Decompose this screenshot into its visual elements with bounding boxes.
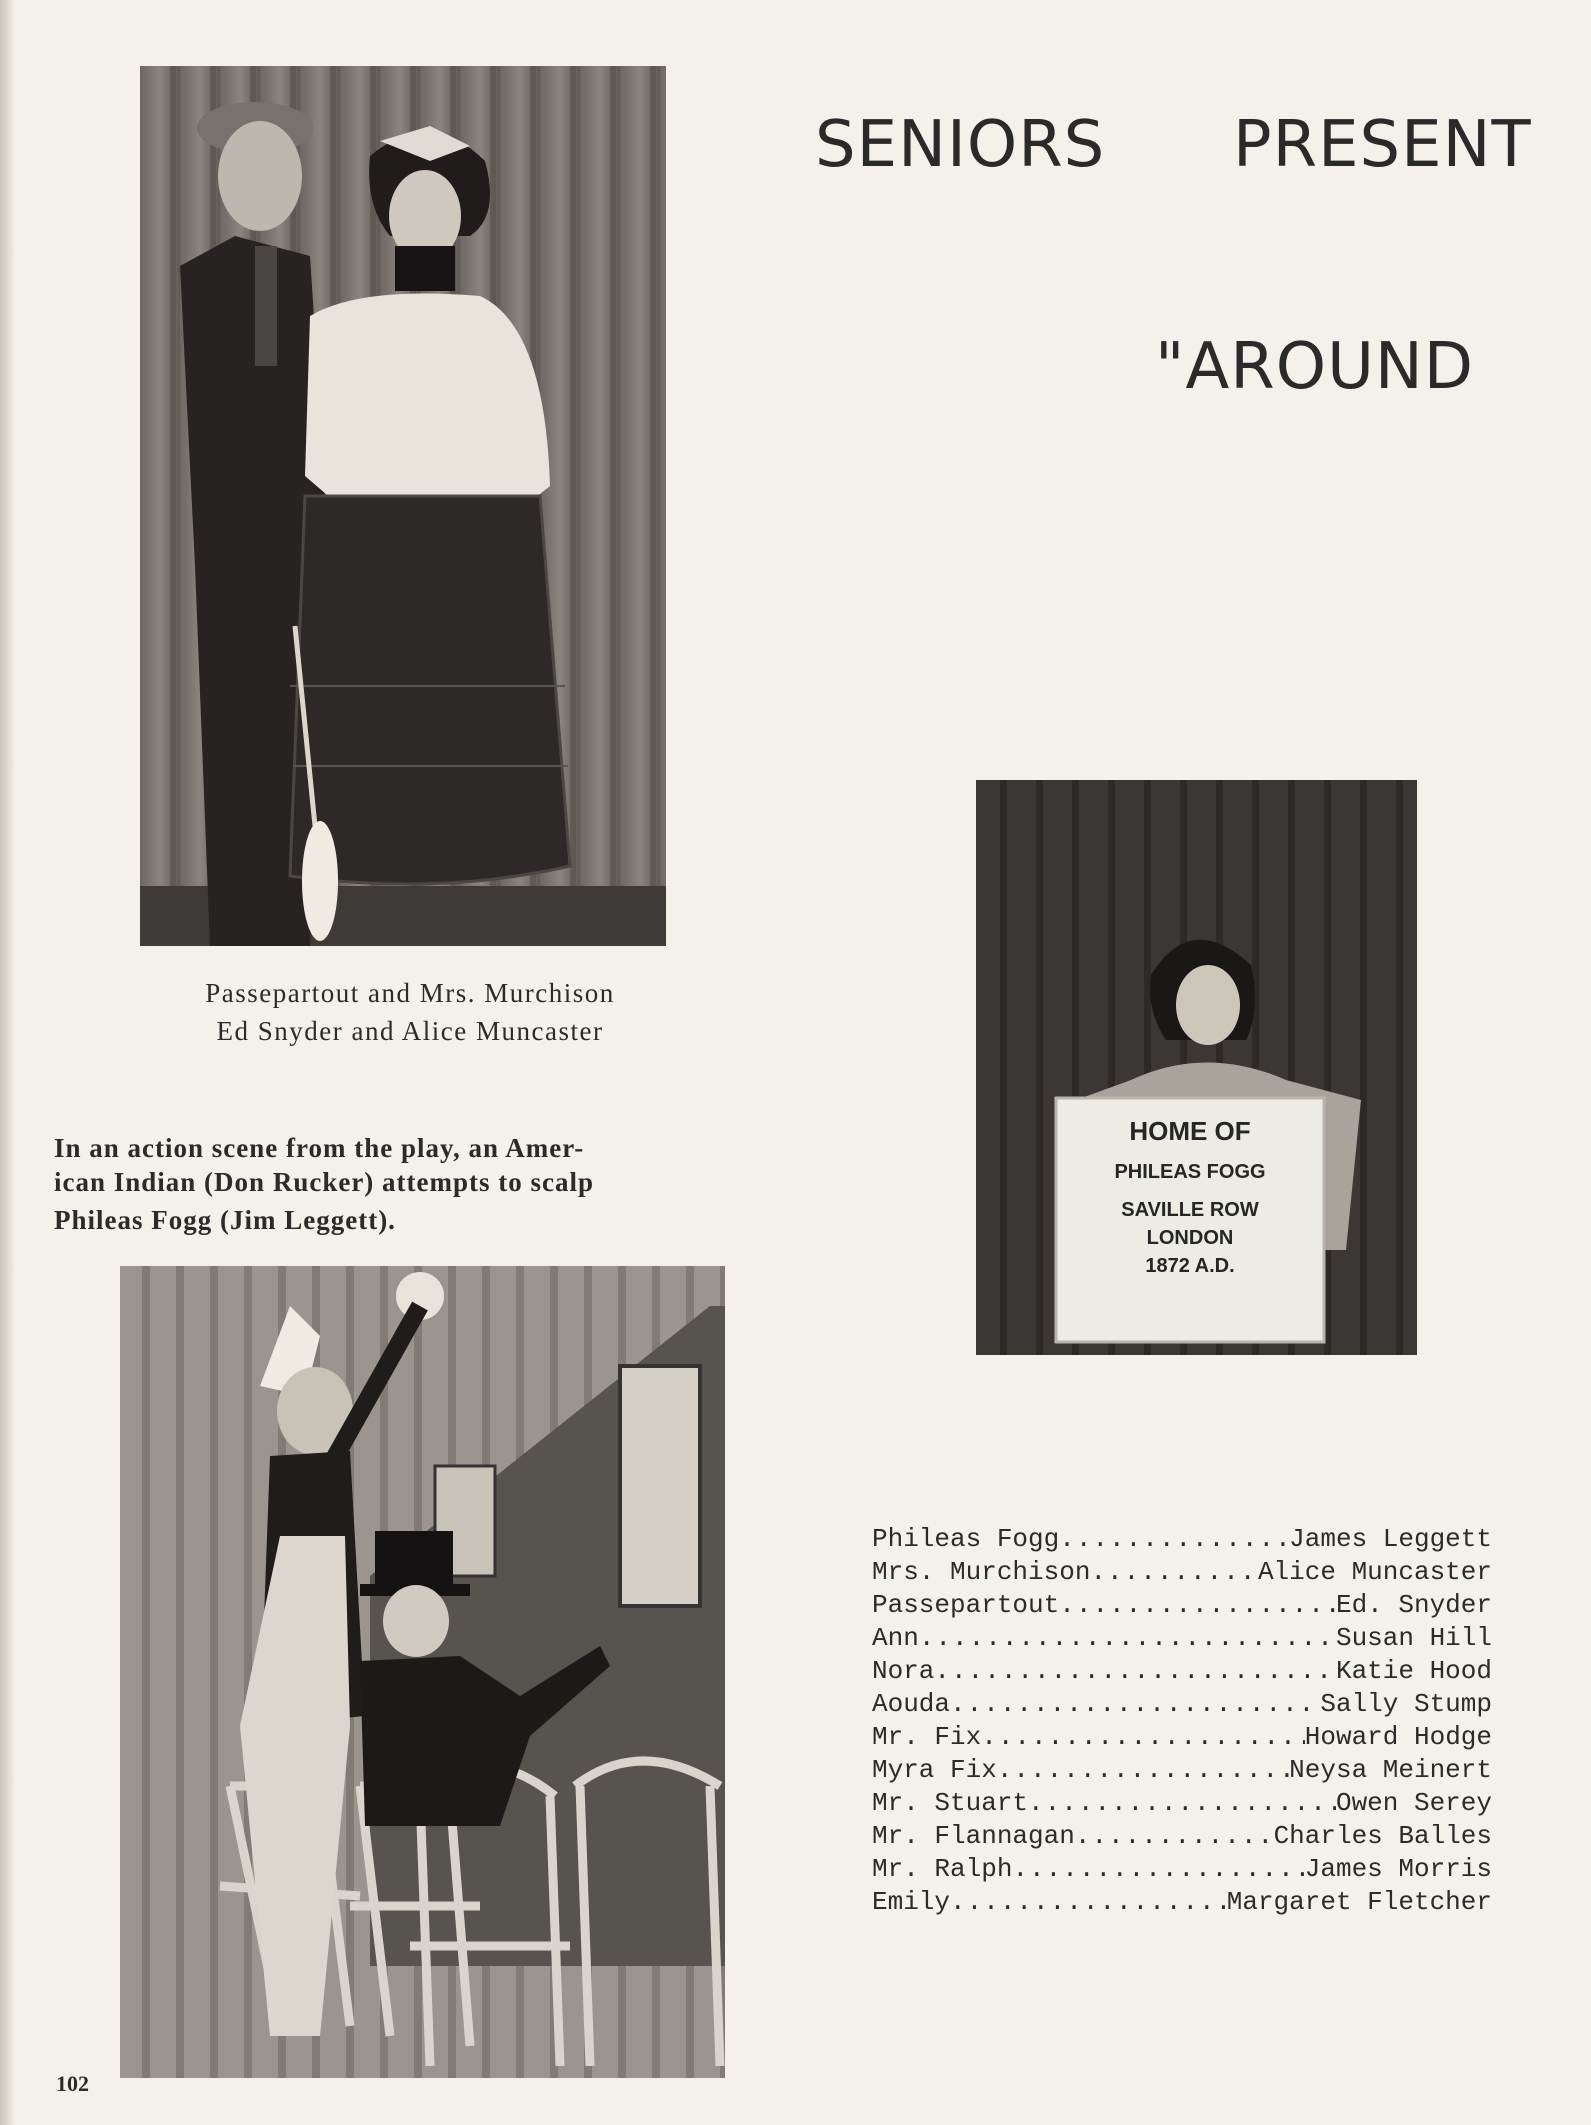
cast-role: Ann	[872, 1623, 919, 1653]
cast-actor: Susan Hill	[1335, 1623, 1492, 1653]
headline-seniors: SENIORS	[815, 108, 1106, 182]
cast-role: Mr. Fix	[872, 1722, 982, 1752]
cast-role: Mr. Flannagan	[872, 1821, 1075, 1851]
cast-actor: Ed. Snyder	[1335, 1590, 1492, 1620]
cast-leader-dots	[997, 1754, 1289, 1787]
sign-text-saville-row: SAVILLE ROW	[1121, 1199, 1259, 1221]
cast-row	[872, 1886, 1492, 1919]
cast-leader-dots	[1059, 1589, 1336, 1622]
cast-actor: Charles Balles	[1273, 1821, 1492, 1851]
sign-text-phileas-fogg: PHILEAS FOGG	[1114, 1161, 1266, 1183]
cast-actor: Alice Muncaster	[1257, 1557, 1492, 1587]
action-caption-line3: Phileas Fogg (Jim Leggett).	[54, 1205, 396, 1235]
sign-text-date: 1872 A.D.	[1145, 1255, 1235, 1277]
cast-actor: Howard Hodge	[1304, 1722, 1492, 1752]
cast-leader-dots	[950, 1688, 1320, 1721]
cast-row	[872, 1820, 1492, 1853]
cast-role: Passepartout	[872, 1590, 1060, 1620]
cast-row	[872, 1556, 1492, 1589]
cast-leader-dots	[950, 1886, 1227, 1919]
cast-actor: Margaret Fletcher	[1226, 1887, 1492, 1917]
cast-leader-dots	[919, 1622, 1336, 1655]
cast-role: Aouda	[872, 1689, 951, 1719]
cast-row	[872, 1688, 1492, 1721]
headline-around: "AROUND	[1155, 330, 1475, 404]
cast-leader-dots	[1090, 1556, 1258, 1589]
page-binding-edge	[0, 0, 14, 2125]
action-caption-line1: In an action scene from the play, an Amer-	[54, 1133, 585, 1163]
cast-row	[872, 1721, 1492, 1754]
cast-list	[872, 1523, 1492, 1919]
cast-row	[872, 1622, 1492, 1655]
cast-leader-dots	[1059, 1523, 1289, 1556]
cast-row	[872, 1754, 1492, 1787]
cast-role: Mrs. Murchison	[872, 1557, 1091, 1587]
cast-leader-dots	[1075, 1820, 1274, 1853]
cast-row	[872, 1853, 1492, 1886]
sign-text-london: LONDON	[1146, 1227, 1234, 1249]
cast-role: Mr. Stuart	[872, 1788, 1029, 1818]
photo-passepartout-murchison	[140, 66, 666, 946]
cast-leader-dots	[934, 1655, 1336, 1688]
cast-row	[872, 1589, 1492, 1622]
photo1-caption-line2: Ed Snyder and Alice Muncaster	[216, 1016, 604, 1046]
cast-actor: Neysa Meinert	[1289, 1755, 1492, 1785]
cast-row	[872, 1523, 1492, 1556]
photo1-caption-line1: Passepartout and Mrs. Murchison	[205, 978, 615, 1008]
cast-leader-dots	[981, 1721, 1305, 1754]
photo-home-of-phileas-fogg-sign	[976, 780, 1417, 1355]
cast-actor: James Leggett	[1289, 1524, 1492, 1554]
cast-role: Myra Fix	[872, 1755, 997, 1785]
photo-action-scene	[120, 1266, 725, 2078]
cast-leader-dots	[1012, 1853, 1304, 1886]
cast-role: Emily	[872, 1887, 951, 1917]
cast-leader-dots	[1028, 1787, 1336, 1820]
cast-actor: Sally Stump	[1320, 1689, 1492, 1719]
cast-actor: James Morris	[1304, 1854, 1492, 1884]
cast-role: Mr. Ralph	[872, 1854, 1013, 1884]
cast-role: Phileas Fogg	[872, 1524, 1060, 1554]
action-caption-line2: ican Indian (Don Rucker) attempts to scalp	[54, 1167, 595, 1197]
cast-role: Nora	[872, 1656, 935, 1686]
cast-row	[872, 1655, 1492, 1688]
cast-row	[872, 1787, 1492, 1820]
page-number: 102	[56, 2071, 89, 2096]
cast-actor: Katie Hood	[1335, 1656, 1492, 1686]
headline-present: PRESENT	[1233, 108, 1532, 182]
sign-text-home-of: HOME OF	[1129, 1116, 1251, 1146]
cast-actor: Owen Serey	[1335, 1788, 1492, 1818]
